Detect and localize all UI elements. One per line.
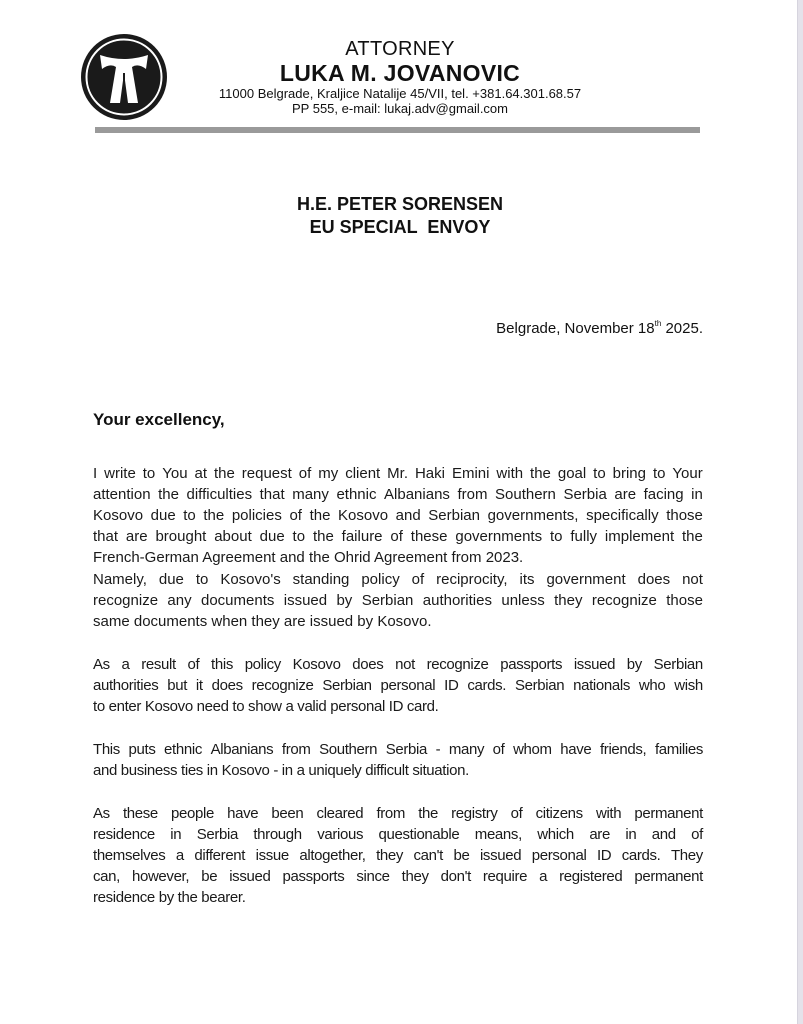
letterhead-divider [95,127,700,133]
attorney-address: 11000 Belgrade, Kraljice Natalije 45/VII, tel. +381.64.301.68.57 [218,86,582,101]
paragraph-situation [93,739,703,781]
paragraph-line: French-German Agreement and the Ohrid Agreement from 2023. [93,549,524,566]
letterhead [190,38,610,116]
paragraph-line: This puts ethnic Albanians from Southern Serbia - many of whom have friends, families [93,741,703,758]
letter-date [496,320,703,338]
paragraph-line: As these people have been cleared from the registry of citizens with permanent [93,805,703,822]
date-prefix: Belgrade, November 18 [496,320,655,337]
attorney-name: LUKA M. JOVANOVIC [279,60,521,86]
paragraph-line: Kosovo due to the policies of the Kosovo and Serbian governments, specifically those [93,507,703,524]
paragraph-reciprocity [93,569,703,632]
paragraph-line: Namely, due to Kosovo's standing policy of reciprocity, its government does not [93,571,703,588]
barrister-bands-emblem-icon [80,33,168,121]
paragraph-passports [93,654,703,717]
date-suffix: 2025. [661,320,703,337]
paragraph-line: I write to You at the request of my client Mr. Haki Emini with the goal to bring to Your [93,465,703,482]
recipient-title: EU SPECIAL ENVOY [309,217,491,237]
paragraph-line: to enter Kosovo need to show a valid personal ID card. [93,698,439,715]
paragraph-line: and business ties in Kosovo - in a uniquely difficult situation. [93,762,469,779]
paragraph-line: authorities but it does recognize Serbian personal ID cards. Serbian nationals who wish [93,677,703,694]
letterhead-title: ATTORNEY [345,38,455,60]
paragraph-request [93,463,703,568]
paragraph-line: that are brought about due to the failure of these governments to fully implement the [93,528,703,545]
paragraph-line: attention the difficulties that many ethnic Albanians from Southern Serbia are facing in [93,486,703,503]
recipient-block [200,193,600,239]
paragraph-line: residence in Serbia through various questionable means, which are in and of [93,826,703,843]
paragraph-line: As a result of this policy Kosovo does not recognize passports issued by Serbian [93,656,703,673]
recipient-name: H.E. PETER SORENSEN [296,194,504,214]
paragraph-registry [93,803,703,908]
attorney-contact: PP 555, e-mail: lukaj.adv@gmail.com [292,101,508,116]
page-edge [797,0,803,1024]
paragraph-line: recognize any documents issued by Serbian authorities unless they recognize those [93,592,703,609]
paragraph-line: same documents when they are issued by Kosovo. [93,613,432,630]
salutation: Your excellency, [93,410,225,429]
paragraph-line: can, however, be issued passports since they don't require a registered permanent [93,868,703,885]
paragraph-line: themselves a different issue altogether, they can't be issued personal ID cards. They [93,847,703,864]
date-ordinal-suffix: th [654,319,662,328]
paragraph-line: residence by the bearer. [93,889,246,906]
